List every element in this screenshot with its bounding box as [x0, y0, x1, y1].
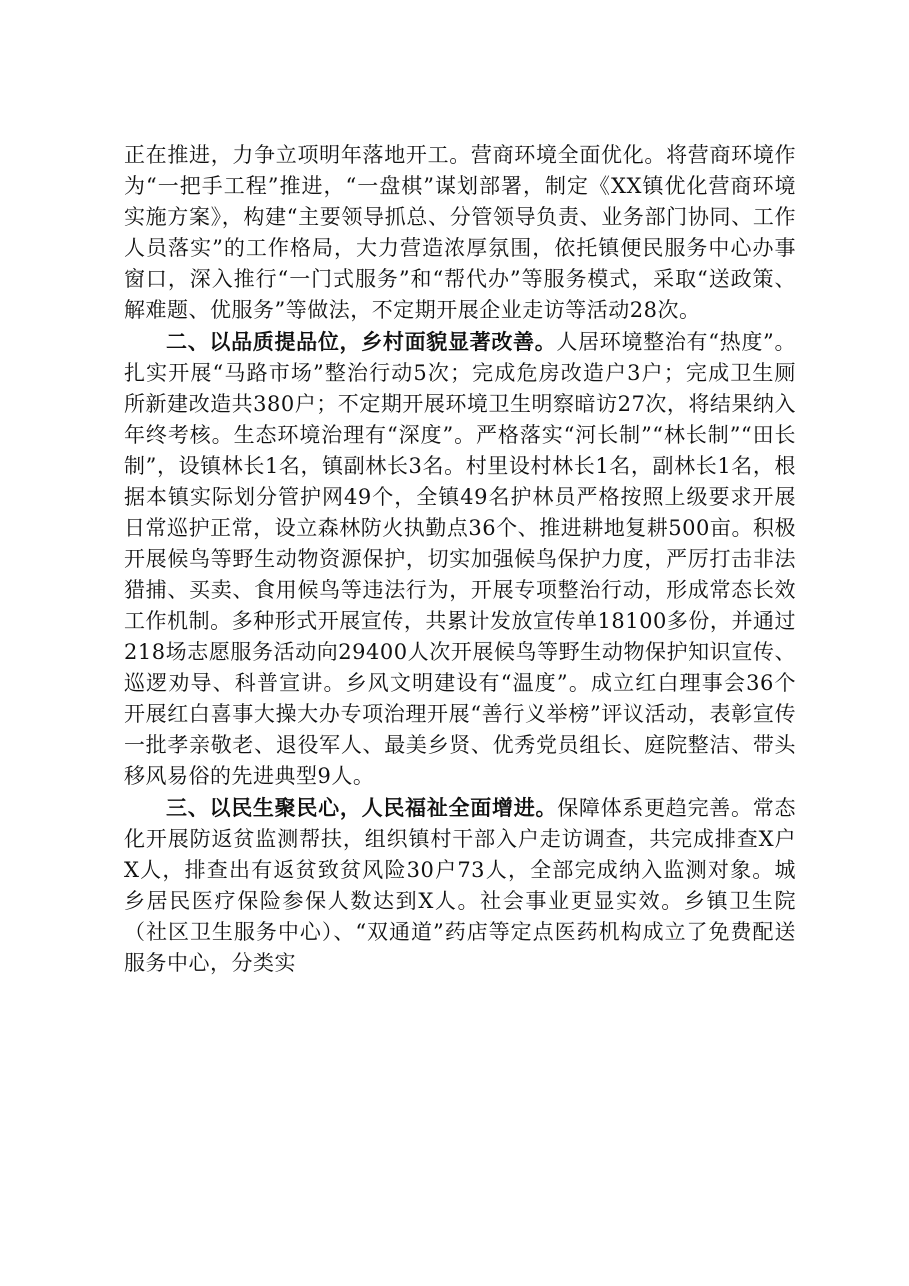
section-3-heading: 三、以民生聚民心，人民福祉全面增进。	[166, 795, 558, 820]
section-2-heading: 二、以品质提品位，乡村面貌显著改善。	[166, 329, 557, 354]
paragraph-3	[124, 792, 796, 979]
paragraph-1-text: 正在推进，力争立项明年落地开工。营商环境全面优化。将营商环境作为“一把手工程”推进，“一盘棋”谋划部署，制定《XX镇优化营商环境实施方案》，构建“主要领导抓总、分管领导负责、业务部门协同、工作人员落实”的工作格局，大力营造浓厚氛围，依托镇便民服务中心办事窗口，深入推行“一门式服务”和“帮代办”等服务模式，采取“送政策、解难题、优服务”等做法，不定期开展企业走访等活动28次。	[124, 143, 796, 322]
paragraph-2	[124, 326, 796, 792]
paragraph-3-text: 保障体系更趋完善。常态化开展防返贫监测帮扶，组织镇村干部入户走访调查，共完成排查X户X人，排查出有返贫致贫风险30户73人，全部完成纳入监测对象。城乡居民医疗保险参保人数达到X人。社会事业更显实效。乡镇卫生院（社区卫生服务中心）、“双通道”药店等定点医药机构成立了免费配送服务中心，分类实	[124, 796, 797, 975]
document-body	[124, 140, 796, 979]
paragraph-2-text: 人居环境整治有“热度”。扎实开展“马路市场”整治行动5次；完成危房改造户3户；完成卫生厕所新建改造共380户；不定期开展环境卫生明察暗访27次，将结果纳入年终考核。生态环境治理有“深度”。严格落实“河长制”“林长制”“田长制”，设镇林长1名，镇副林长3名。村里设村林长1名，副林长1名，根据本镇实际划分管护网49个，全镇49名护林员严格按照上级要求开展日常巡护正常，设立森林防火执勤点36个、推进耕地复耕500亩。积极开展候鸟等野生动物资源保护，切实加强候鸟保护力度，严厉打击非法猎捕、买卖、食用候鸟等违法行为，开展专项整治行动，形成常态长效工作机制。多种形式开展宣传，共累计发放宣传单18100多份，并通过218场志愿服务活动向29400人次开展候鸟等野生动物保护知识宣传、巡逻劝导、科普宣讲。乡风文明建设有“温度”。成立红白理事会36个开展红白喜事大操大办专项治理开展“善行义举榜”评议活动，表彰宣传一批孝亲敬老、退役军人、最美乡贤、优秀党员组长、庭院整洁、带头移风易俗的先进典型9人。	[124, 330, 796, 788]
paragraph-1	[124, 140, 796, 326]
